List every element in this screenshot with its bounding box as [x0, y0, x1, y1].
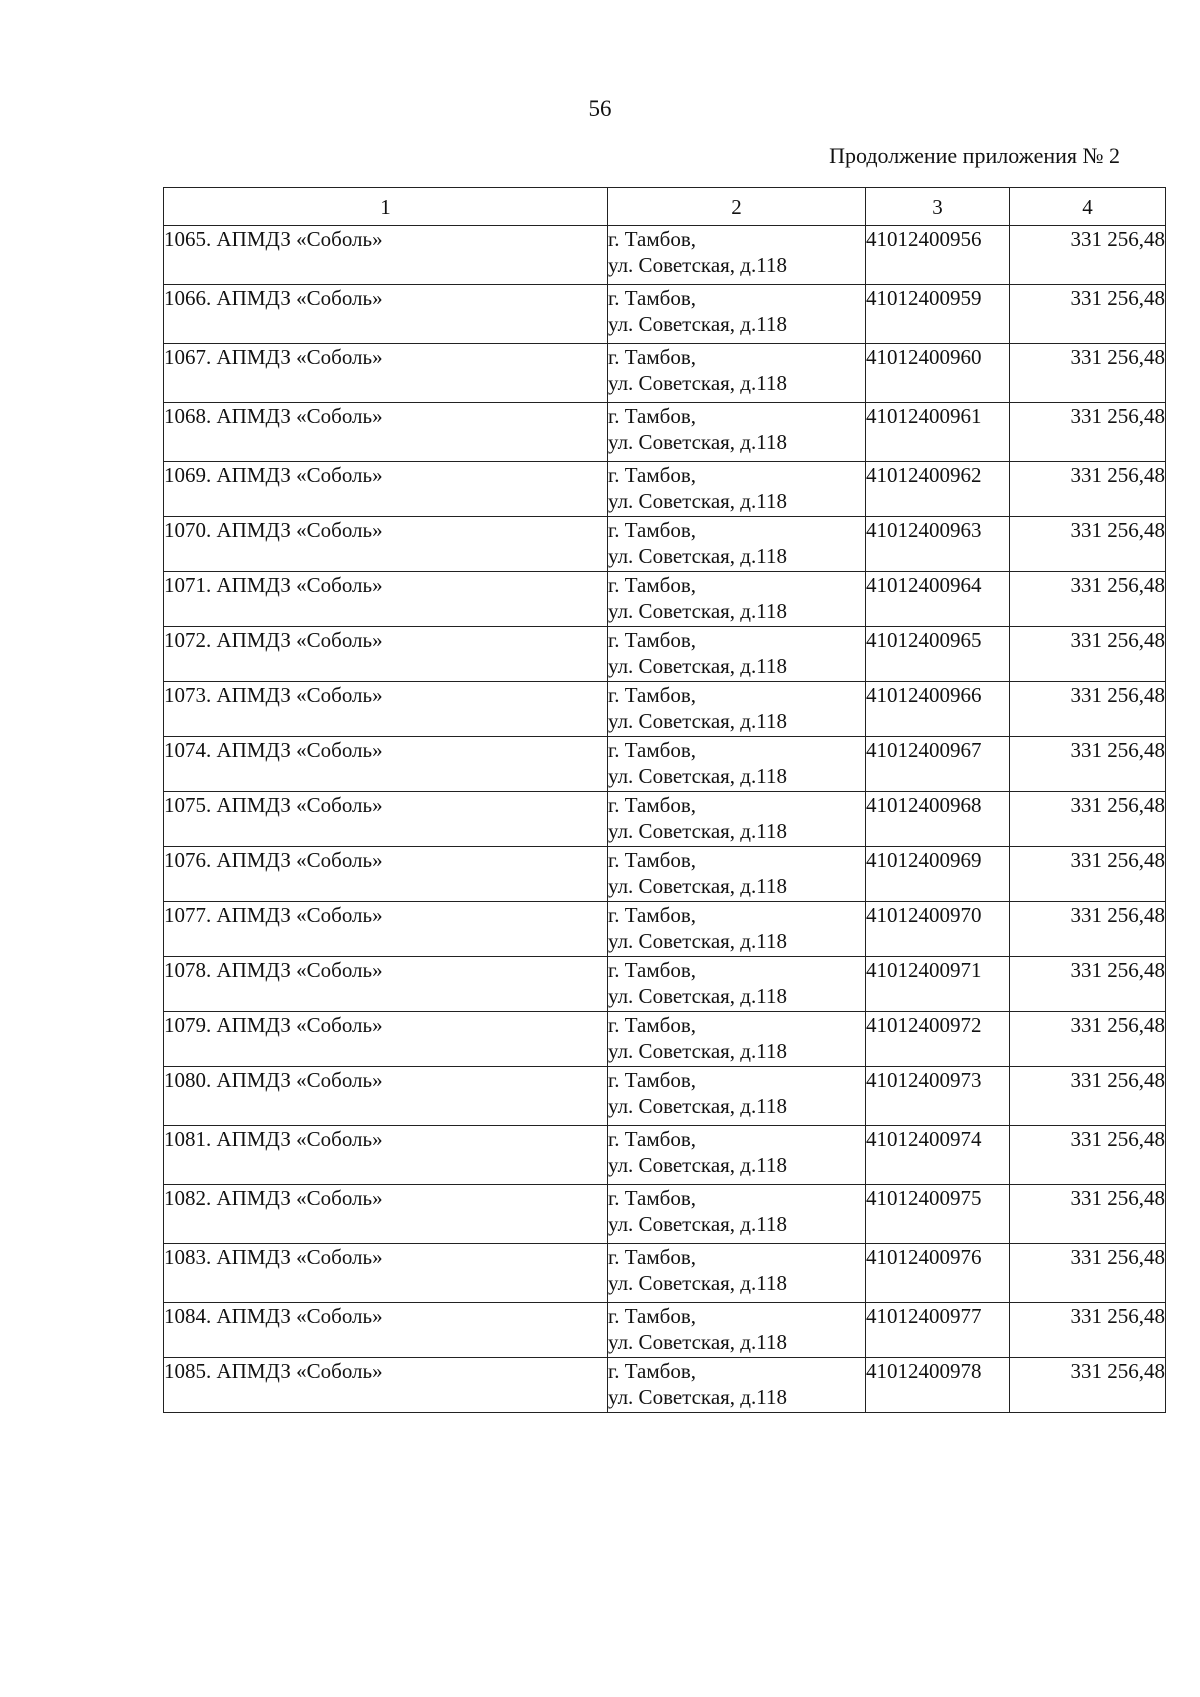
asset-name-cell: 1068. АПМДЗ «Соболь»: [164, 403, 608, 462]
asset-address-cell: [608, 1126, 866, 1185]
asset-address-cell: [608, 737, 866, 792]
address-street: ул. Советская, д.118: [608, 929, 787, 953]
column-header-4: 4: [1010, 188, 1166, 226]
table-body: [164, 226, 1166, 1413]
price-cell: 331 256,48: [1010, 847, 1166, 902]
asset-address-cell: [608, 226, 866, 285]
table-row: [164, 226, 1166, 285]
address-city: г. Тамбов,: [608, 958, 697, 982]
asset-table: [163, 187, 1166, 1413]
address-street: ул. Советская, д.118: [608, 544, 787, 568]
asset-name-cell: 1065. АПМДЗ «Соболь»: [164, 226, 608, 285]
address-city: г. Тамбов,: [608, 463, 697, 487]
address-street: ул. Советская, д.118: [608, 489, 787, 513]
asset-address-cell: [608, 1185, 866, 1244]
asset-name-cell: 1082. АПМДЗ «Соболь»: [164, 1185, 608, 1244]
asset-address-cell: [608, 1244, 866, 1303]
inventory-number-cell: 41012400974: [866, 1126, 1010, 1185]
asset-name-cell: 1077. АПМДЗ «Соболь»: [164, 902, 608, 957]
table-row: [164, 1358, 1166, 1413]
asset-address-cell: [608, 682, 866, 737]
asset-address-cell: [608, 627, 866, 682]
asset-address-cell: [608, 403, 866, 462]
price-cell: 331 256,48: [1010, 1303, 1166, 1358]
asset-address-cell: [608, 847, 866, 902]
asset-name-cell: 1076. АПМДЗ «Соболь»: [164, 847, 608, 902]
asset-address-cell: [608, 1067, 866, 1126]
address-street: ул. Советская, д.118: [608, 1039, 787, 1063]
inventory-number-cell: 41012400965: [866, 627, 1010, 682]
table-row: [164, 1303, 1166, 1358]
asset-name-cell: 1083. АПМДЗ «Соболь»: [164, 1244, 608, 1303]
address-city: г. Тамбов,: [608, 1359, 697, 1383]
asset-address-cell: [608, 902, 866, 957]
column-header-2: 2: [608, 188, 866, 226]
address-street: ул. Советская, д.118: [608, 709, 787, 733]
asset-name-cell: 1085. АПМДЗ «Соболь»: [164, 1358, 608, 1413]
address-city: г. Тамбов,: [608, 227, 697, 251]
address-street: ул. Советская, д.118: [608, 819, 787, 843]
table-row: [164, 1244, 1166, 1303]
asset-name-cell: 1072. АПМДЗ «Соболь»: [164, 627, 608, 682]
asset-name-cell: 1069. АПМДЗ «Соболь»: [164, 462, 608, 517]
inventory-number-cell: 41012400972: [866, 1012, 1010, 1067]
address-street: ул. Советская, д.118: [608, 1385, 787, 1409]
table-row: [164, 572, 1166, 627]
asset-address-cell: [608, 1358, 866, 1413]
table-row: [164, 1067, 1166, 1126]
price-cell: 331 256,48: [1010, 1067, 1166, 1126]
asset-address-cell: [608, 462, 866, 517]
inventory-number-cell: 41012400975: [866, 1185, 1010, 1244]
inventory-number-cell: 41012400961: [866, 403, 1010, 462]
asset-name-cell: 1066. АПМДЗ «Соболь»: [164, 285, 608, 344]
asset-address-cell: [608, 285, 866, 344]
asset-name-cell: 1070. АПМДЗ «Соболь»: [164, 517, 608, 572]
asset-name-cell: 1074. АПМДЗ «Соболь»: [164, 737, 608, 792]
asset-address-cell: [608, 344, 866, 403]
asset-address-cell: [608, 1012, 866, 1067]
address-city: г. Тамбов,: [608, 404, 697, 428]
price-cell: 331 256,48: [1010, 344, 1166, 403]
table-row: [164, 1185, 1166, 1244]
inventory-number-cell: 41012400962: [866, 462, 1010, 517]
price-cell: 331 256,48: [1010, 462, 1166, 517]
asset-name-cell: 1067. АПМДЗ «Соболь»: [164, 344, 608, 403]
price-cell: 331 256,48: [1010, 737, 1166, 792]
asset-address-cell: [608, 517, 866, 572]
table-row: [164, 1126, 1166, 1185]
table-row: [164, 902, 1166, 957]
address-city: г. Тамбов,: [608, 1186, 697, 1210]
table-row: [164, 344, 1166, 403]
address-city: г. Тамбов,: [608, 1127, 697, 1151]
asset-address-cell: [608, 1303, 866, 1358]
asset-name-cell: 1081. АПМДЗ «Соболь»: [164, 1126, 608, 1185]
table-row: [164, 462, 1166, 517]
price-cell: 331 256,48: [1010, 1358, 1166, 1413]
price-cell: 331 256,48: [1010, 517, 1166, 572]
table-row: [164, 1012, 1166, 1067]
inventory-number-cell: 41012400963: [866, 517, 1010, 572]
inventory-number-cell: 41012400973: [866, 1067, 1010, 1126]
table-row: [164, 792, 1166, 847]
inventory-number-cell: 41012400968: [866, 792, 1010, 847]
page-number: 56: [588, 96, 612, 121]
address-city: г. Тамбов,: [608, 628, 697, 652]
price-cell: 331 256,48: [1010, 627, 1166, 682]
table-row: [164, 285, 1166, 344]
inventory-number-cell: 41012400971: [866, 957, 1010, 1012]
table-row: [164, 847, 1166, 902]
address-street: ул. Советская, д.118: [608, 253, 787, 277]
asset-name-cell: 1079. АПМДЗ «Соболь»: [164, 1012, 608, 1067]
address-city: г. Тамбов,: [608, 1068, 697, 1092]
inventory-number-cell: 41012400956: [866, 226, 1010, 285]
inventory-number-cell: 41012400964: [866, 572, 1010, 627]
column-header-1: 1: [164, 188, 608, 226]
table-row: [164, 403, 1166, 462]
address-street: ул. Советская, д.118: [608, 371, 787, 395]
address-city: г. Тамбов,: [608, 345, 697, 369]
address-city: г. Тамбов,: [608, 1245, 697, 1269]
inventory-number-cell: 41012400977: [866, 1303, 1010, 1358]
appendix-continuation-label: Продолжение приложения № 2: [829, 143, 1120, 168]
address-street: ул. Советская, д.118: [608, 430, 787, 454]
price-cell: 331 256,48: [1010, 1126, 1166, 1185]
table-row: [164, 737, 1166, 792]
inventory-number-cell: 41012400976: [866, 1244, 1010, 1303]
address-street: ул. Советская, д.118: [608, 764, 787, 788]
price-cell: 331 256,48: [1010, 682, 1166, 737]
price-cell: 331 256,48: [1010, 285, 1166, 344]
inventory-number-cell: 41012400969: [866, 847, 1010, 902]
address-city: г. Тамбов,: [608, 903, 697, 927]
inventory-number-cell: 41012400960: [866, 344, 1010, 403]
address-city: г. Тамбов,: [608, 848, 697, 872]
asset-address-cell: [608, 957, 866, 1012]
asset-address-cell: [608, 572, 866, 627]
address-city: г. Тамбов,: [608, 1304, 697, 1328]
address-city: г. Тамбов,: [608, 1013, 697, 1037]
inventory-number-cell: 41012400959: [866, 285, 1010, 344]
address-city: г. Тамбов,: [608, 793, 697, 817]
asset-name-cell: 1075. АПМДЗ «Соболь»: [164, 792, 608, 847]
address-city: г. Тамбов,: [608, 683, 697, 707]
address-street: ул. Советская, д.118: [608, 1094, 787, 1118]
address-street: ул. Советская, д.118: [608, 874, 787, 898]
column-header-3: 3: [866, 188, 1010, 226]
address-city: г. Тамбов,: [608, 573, 697, 597]
address-street: ул. Советская, д.118: [608, 1212, 787, 1236]
asset-name-cell: 1080. АПМДЗ «Соболь»: [164, 1067, 608, 1126]
address-street: ул. Советская, д.118: [608, 1271, 787, 1295]
address-street: ул. Советская, д.118: [608, 984, 787, 1008]
price-cell: 331 256,48: [1010, 1185, 1166, 1244]
price-cell: 331 256,48: [1010, 902, 1166, 957]
table-row: [164, 682, 1166, 737]
price-cell: 331 256,48: [1010, 1012, 1166, 1067]
address-street: ул. Советская, д.118: [608, 654, 787, 678]
asset-name-cell: 1084. АПМДЗ «Соболь»: [164, 1303, 608, 1358]
address-city: г. Тамбов,: [608, 738, 697, 762]
address-street: ул. Советская, д.118: [608, 599, 787, 623]
table-header-row: [164, 188, 1166, 226]
asset-name-cell: 1073. АПМДЗ «Соболь»: [164, 682, 608, 737]
price-cell: 331 256,48: [1010, 572, 1166, 627]
inventory-number-cell: 41012400966: [866, 682, 1010, 737]
asset-name-cell: 1078. АПМДЗ «Соболь»: [164, 957, 608, 1012]
inventory-number-cell: 41012400967: [866, 737, 1010, 792]
inventory-number-cell: 41012400978: [866, 1358, 1010, 1413]
price-cell: 331 256,48: [1010, 403, 1166, 462]
table-row: [164, 957, 1166, 1012]
table-row: [164, 627, 1166, 682]
address-street: ул. Советская, д.118: [608, 1153, 787, 1177]
table-row: [164, 517, 1166, 572]
asset-address-cell: [608, 792, 866, 847]
address-city: г. Тамбов,: [608, 518, 697, 542]
price-cell: 331 256,48: [1010, 792, 1166, 847]
inventory-number-cell: 41012400970: [866, 902, 1010, 957]
price-cell: 331 256,48: [1010, 1244, 1166, 1303]
address-street: ул. Советская, д.118: [608, 1330, 787, 1354]
address-street: ул. Советская, д.118: [608, 312, 787, 336]
price-cell: 331 256,48: [1010, 957, 1166, 1012]
address-city: г. Тамбов,: [608, 286, 697, 310]
price-cell: 331 256,48: [1010, 226, 1166, 285]
asset-name-cell: 1071. АПМДЗ «Соболь»: [164, 572, 608, 627]
